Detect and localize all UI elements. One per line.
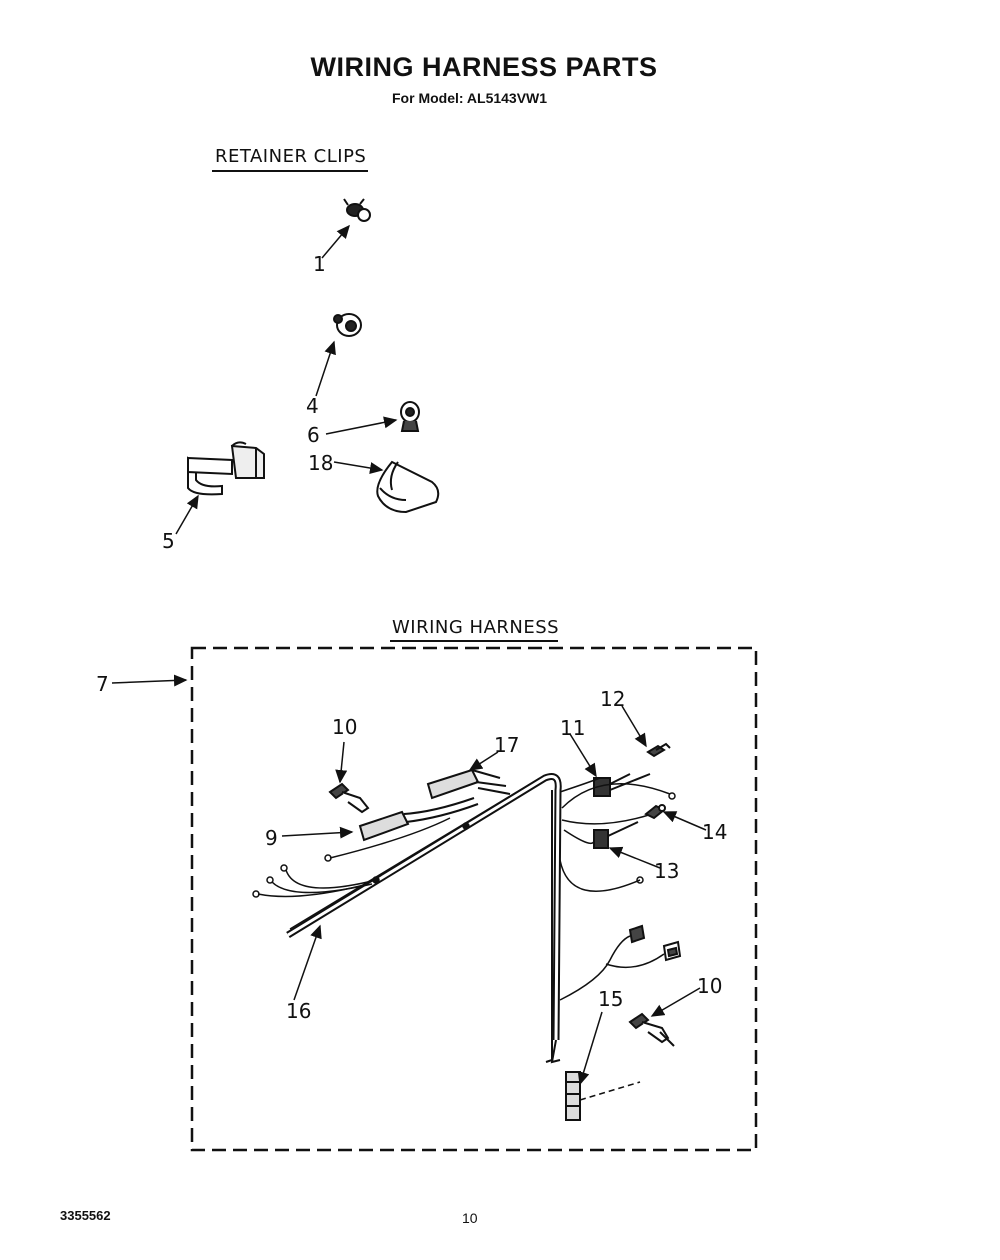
callout-15: 15 bbox=[598, 987, 624, 1011]
callout-14: 14 bbox=[702, 820, 728, 844]
callout-13: 13 bbox=[654, 859, 680, 883]
leader-1 bbox=[322, 226, 349, 258]
clip-part-1 bbox=[344, 199, 370, 221]
section-title-retainer-clips: RETAINER CLIPS bbox=[215, 146, 367, 167]
callout-10-upper: 10 bbox=[332, 715, 358, 739]
leader-18 bbox=[334, 462, 382, 470]
callout-16: 16 bbox=[286, 999, 312, 1023]
leader-10-lower bbox=[652, 988, 700, 1016]
leader-4 bbox=[316, 342, 334, 396]
leader-12 bbox=[622, 706, 646, 746]
callout-11: 11 bbox=[560, 716, 586, 740]
grommet-part-4 bbox=[334, 314, 361, 336]
section-title-wiring-harness: WIRING HARNESS bbox=[392, 617, 560, 638]
leader-5 bbox=[176, 496, 198, 534]
model-subtitle: For Model: AL5143VW1 bbox=[392, 90, 548, 106]
page-number: 10 bbox=[462, 1210, 478, 1226]
callout-12: 12 bbox=[600, 687, 626, 711]
bracket-clip-part-5 bbox=[188, 442, 264, 494]
connector-part-17 bbox=[428, 770, 510, 798]
callout-18: 18 bbox=[308, 451, 334, 475]
leader-14 bbox=[664, 812, 706, 830]
connector-part-13 bbox=[594, 822, 638, 848]
page-title: WIRING HARNESS PARTS bbox=[310, 52, 658, 82]
callout-7: 7 bbox=[96, 672, 109, 696]
document-number: 3355562 bbox=[60, 1208, 111, 1223]
terminal-part-10-lower bbox=[630, 1014, 674, 1046]
terminal-block-part-15 bbox=[566, 1072, 640, 1120]
callout-4: 4 bbox=[306, 394, 319, 418]
harness-dashed-border bbox=[192, 648, 756, 1150]
callout-17: 17 bbox=[494, 733, 520, 757]
leader-13 bbox=[610, 848, 660, 868]
terminal-part-12 bbox=[648, 744, 670, 756]
leader-15 bbox=[580, 1012, 602, 1084]
leader-16 bbox=[294, 926, 320, 1000]
leader-11 bbox=[570, 734, 596, 776]
callout-1: 1 bbox=[313, 252, 326, 276]
wire-branch-right-middle bbox=[560, 860, 643, 891]
leader-7 bbox=[112, 680, 186, 683]
sleeve-part-18 bbox=[377, 462, 438, 512]
leader-9 bbox=[282, 832, 352, 836]
terminal-part-10-upper bbox=[330, 784, 368, 812]
leader-6 bbox=[326, 420, 396, 434]
leader-10-upper bbox=[340, 742, 344, 782]
terminal-part-14 bbox=[646, 805, 665, 818]
callout-6: 6 bbox=[307, 423, 320, 447]
clamp-part-6 bbox=[401, 402, 419, 431]
callout-5: 5 bbox=[162, 529, 175, 553]
connector-right-lower bbox=[630, 926, 680, 960]
callout-10-lower: 10 bbox=[697, 974, 723, 998]
callout-9: 9 bbox=[265, 826, 278, 850]
